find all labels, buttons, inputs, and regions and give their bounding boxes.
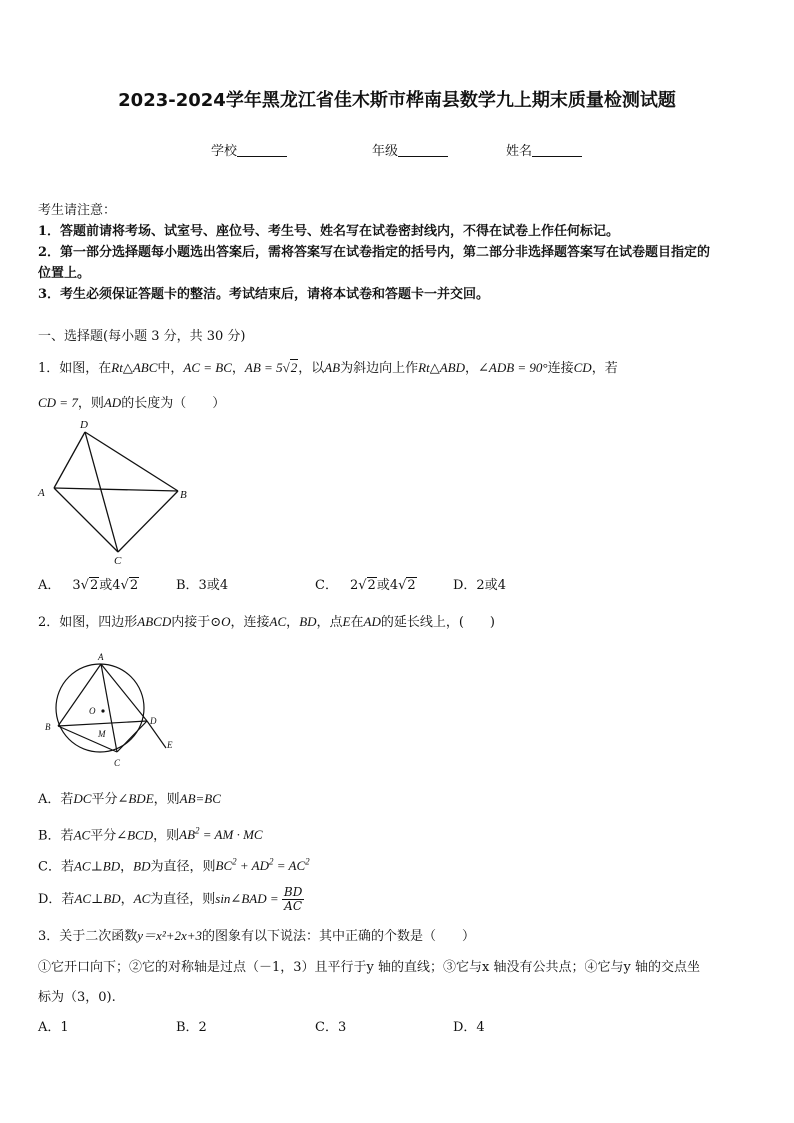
eq-sup: 2: [269, 857, 274, 867]
eq-part: = AC: [273, 858, 306, 874]
q2-text: 为直径，则: [150, 892, 216, 907]
segment-ad: [54, 432, 85, 488]
option-coef: 4: [389, 578, 399, 593]
segment-ad: [101, 664, 147, 721]
q3-option-a: A．1: [38, 1020, 69, 1035]
option-or: 或: [99, 578, 113, 593]
section-heading: 一、选择题(每小题 3 分，共 30 分): [38, 329, 246, 344]
q1-text: 为斜边向上作: [340, 361, 419, 376]
q2-perp: AC⊥BD: [73, 858, 121, 874]
school-blank: [237, 144, 287, 157]
q2-center: O: [221, 614, 231, 629]
q1-equation-ab: AB = 5√2: [244, 360, 298, 375]
label-d: D: [80, 419, 88, 431]
q2-equation: AB=BC: [179, 791, 221, 806]
q1-segment-cd: CD: [573, 360, 592, 375]
q2-equation: [179, 827, 262, 842]
q2-text: ，则: [153, 792, 180, 807]
q2-text: ，: [120, 892, 134, 907]
eq-part: BC: [215, 858, 233, 874]
grade-field: [372, 140, 448, 159]
q2-angle: ∠BCD: [116, 827, 154, 843]
q2-segment-bd: BD: [133, 858, 151, 874]
label-c: C: [114, 555, 122, 567]
q1-text: ，以: [298, 361, 325, 376]
q2-text: 为直径，则: [150, 859, 216, 875]
eq-part: AB: [179, 827, 196, 843]
option-radicand: 2: [407, 578, 416, 593]
q2-text: ，: [286, 615, 300, 630]
q2-segment-ac: AC: [133, 891, 151, 906]
q2-equation: [216, 858, 310, 873]
notice-item: 位置上。: [38, 266, 91, 281]
fraction-numerator: BD: [283, 885, 303, 899]
fraction-denominator: AC: [284, 899, 303, 913]
name-field: [506, 140, 582, 159]
segment-dc: [117, 721, 147, 752]
school-field: [211, 140, 287, 159]
q3-statements-line1: ①它开口向下；②它的对称轴是过点（－1，3）且平行于y 轴的直线；③它与x 轴没有公共点；④它与y 轴的交点坐: [38, 960, 700, 975]
q2-text: 平分: [90, 828, 117, 844]
q1-text: ，: [464, 361, 478, 376]
center-dot: [101, 709, 104, 712]
q3-text: 3．关于二次函数: [38, 929, 138, 944]
eq-sup: 2: [232, 857, 237, 867]
q2-quad: ABCD: [137, 614, 172, 629]
q2-text: 平分: [91, 792, 118, 807]
q2-text: C．若: [38, 859, 74, 875]
label-b: B: [45, 722, 51, 732]
q2-angle: ∠BDE: [117, 791, 154, 806]
q1-option-d: D．2或4: [453, 578, 506, 593]
grade-blank: [398, 144, 448, 157]
q2-text: ，连接: [230, 615, 270, 630]
q2-segment-ad: AD: [363, 614, 381, 629]
q1-figure: [30, 415, 200, 570]
eq-sup: 2: [195, 826, 200, 836]
option-letter: A．: [38, 578, 61, 593]
notice-item: 1．答题前请将考场、试室号、座位号、考生号、姓名写在试卷密封线内，不得在试卷上作任何标记。: [38, 224, 620, 239]
q2-stem: [38, 612, 495, 633]
q1-segment-ab: AB: [324, 360, 341, 375]
segment-bc: [118, 491, 178, 552]
segment-bd: [58, 721, 147, 726]
label-a: A: [98, 652, 104, 662]
q2-text: D．若: [38, 892, 75, 907]
q2-point-e: E: [342, 614, 351, 629]
q1-ab-radicand: 2: [290, 360, 298, 375]
q1-ab-lhs: AB = 5: [244, 360, 283, 375]
notice-item: 2．第一部分选择题每小题选出答案后，需将答案写在试卷指定的括号内，第二部分非选择题答案写在试卷题目指定的: [38, 245, 711, 260]
q1-text: ，: [231, 361, 245, 376]
label-o: O: [89, 706, 96, 716]
option-coef: 4: [112, 578, 121, 593]
option-radicand: 2: [89, 578, 99, 593]
option-radicand: 2: [129, 578, 139, 593]
label-e: E: [167, 740, 173, 750]
q1-text: 1．如图，在: [38, 361, 112, 376]
q1-text: ，则: [77, 396, 104, 411]
q1-equation-ac-bc: AC = BC: [183, 360, 232, 375]
q2-segment-ac: AC: [269, 614, 287, 629]
q2-text: ，则: [153, 828, 180, 844]
page-title: 2023-2024学年黑龙江省佳木斯市桦南县数学九上期末质量检测试题: [118, 90, 676, 111]
q1-text: 中，: [157, 361, 184, 376]
q2-sin: sin∠BAD =: [215, 891, 282, 906]
name-label: 姓名: [506, 144, 533, 159]
q2-segment-bd: BD: [299, 614, 317, 629]
q1-triangle-abc: Rt△ABC: [111, 360, 158, 375]
q3-option-b: B．2: [176, 1020, 207, 1035]
notice-item: 3．考生必须保证答题卡的整洁。考试结束后，请将本试卷和答题卡一并交回。: [38, 287, 490, 302]
q2-text: 2．如图，四边形: [38, 615, 138, 630]
q1-option-c: C． 2√2或4√2: [315, 578, 416, 593]
q3-option-c: C．3: [315, 1020, 347, 1035]
q2-text: ，点: [316, 615, 343, 630]
q1-cd-value: CD = 7: [38, 395, 78, 410]
q1-stem-line1: [38, 358, 618, 379]
label-d: D: [150, 716, 157, 726]
segment-bc: [58, 726, 117, 752]
q2-fraction: [282, 886, 304, 913]
q2-option-d: [38, 886, 304, 913]
q1-angle: ∠ADB = 90°: [477, 360, 548, 375]
q2-option-a: [38, 789, 221, 810]
q1-option-b: B．3或4: [176, 578, 229, 593]
label-b: B: [180, 489, 187, 501]
q2-option-b: [38, 821, 263, 846]
option-coef: 2: [349, 578, 359, 593]
q3-function: y＝x²+2x+3: [137, 928, 203, 943]
eq-part: = AM · MC: [199, 827, 263, 843]
q2-perp: AC⊥BD: [74, 891, 121, 906]
label-a: A: [38, 487, 45, 499]
q2-text: B．若: [38, 828, 74, 844]
q1-triangle-abd: Rt△ABD: [418, 360, 465, 375]
option-or: 或: [376, 578, 390, 593]
q2-text: 内接于⊙: [171, 615, 222, 630]
segment-ab: [58, 664, 101, 726]
segment-ab: [54, 488, 178, 491]
notice-heading: 考生请注意：: [38, 203, 117, 218]
eq-part: + AD: [236, 858, 269, 874]
q2-text: 的延长线上，( ): [380, 615, 496, 630]
q1-text: 的长度为（ ）: [121, 396, 226, 411]
q1-stem-line2: [38, 393, 225, 414]
q3-statements-line2: 标为（3，0).: [38, 990, 116, 1005]
name-blank: [532, 144, 582, 157]
q2-segment-dc: DC: [73, 791, 92, 806]
q2-text: 在: [350, 615, 364, 630]
segment-ac: [54, 488, 118, 552]
option-letter: C．: [315, 578, 338, 593]
q1-text: 连接: [547, 361, 574, 376]
eq-sup: 2: [305, 857, 310, 867]
q3-stem: [38, 926, 475, 947]
school-label: 学校: [211, 144, 238, 159]
option-coef: 3: [72, 578, 81, 593]
q1-text: ，若: [591, 361, 618, 376]
q2-option-c: [38, 852, 310, 877]
label-m: M: [98, 729, 106, 739]
label-c: C: [114, 758, 121, 768]
q3-text: 的图象有以下说法：其中正确的个数是（ ）: [202, 929, 476, 944]
q2-text: ，: [120, 859, 134, 875]
grade-label: 年级: [372, 144, 399, 159]
q2-segment-ac: AC: [73, 827, 91, 843]
q2-figure: [38, 648, 188, 773]
option-radicand: 2: [367, 578, 376, 593]
q1-option-a: A． 3√2或4√2: [38, 578, 139, 593]
q3-option-d: D．4: [453, 1020, 485, 1035]
q1-segment-ad: AD: [103, 395, 122, 410]
q2-text: A．若: [38, 792, 74, 807]
